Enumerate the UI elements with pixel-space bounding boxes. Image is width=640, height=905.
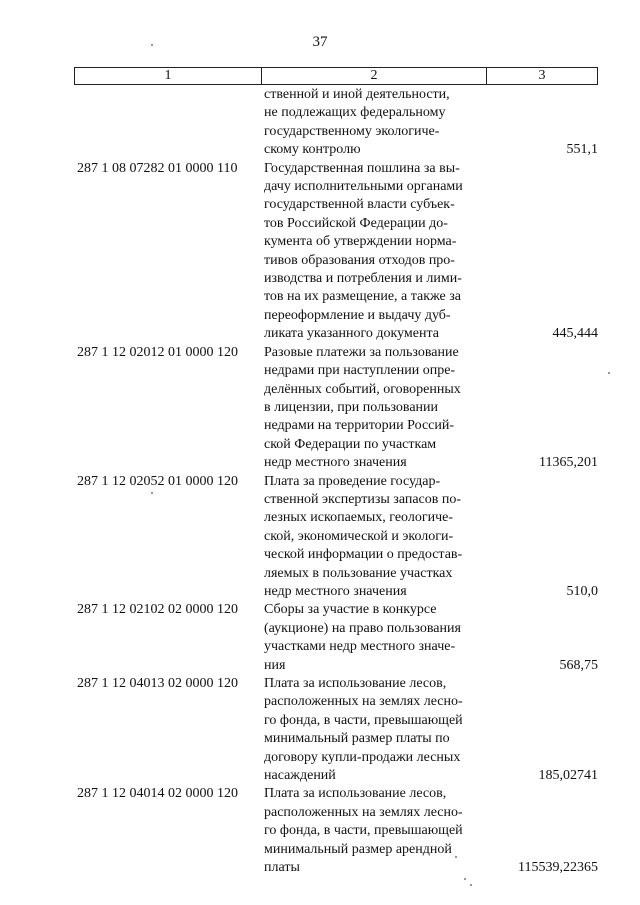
classification-code: 287 1 12 04014 02 0000 120 — [77, 786, 238, 802]
classification-code: 287 1 08 07282 01 0000 110 — [77, 160, 238, 176]
classification-code: 287 1 12 02012 01 0000 120 — [77, 344, 238, 360]
scan-speck — [608, 372, 610, 374]
revenue-description: Сборы за участие в конкурсе (аукционе) на право пользования участками недр местного значе- ния — [264, 602, 461, 673]
revenue-description: Плата за использование лесов, расположенных на землях лесно- го фонда, в части, превышающей минимальный размер платы по договору купли-продажи лесных насаждений — [264, 676, 463, 784]
scan-speck — [151, 44, 153, 46]
amount-value: 185,02741 — [538, 768, 598, 784]
amount-value: 568,75 — [559, 657, 598, 673]
amount-value: 445,444 — [552, 326, 598, 342]
revenue-description: Плата за проведение государ- ственной экспертизы запасов по- лезных ископаемых, геологиче- ской, экономической и экологи- ческой информации о предостав- ляемых в пользование участках недр местного значения — [264, 473, 463, 599]
table-row — [74, 86, 598, 160]
scan-speck — [470, 884, 472, 886]
amount-value: 11365,201 — [539, 455, 598, 471]
column-header-1: 1 — [75, 68, 262, 84]
classification-code: 287 1 12 02052 01 0000 120 — [77, 473, 238, 489]
table-body — [74, 86, 598, 877]
revenue-description: ственной и иной деятельности, не подлежащих федеральному государственному экологиче- скому контролю — [264, 87, 450, 158]
amount-value: 510,0 — [566, 583, 598, 599]
scan-speck — [151, 492, 153, 494]
amount-value: 115539,22365 — [518, 860, 598, 876]
scan-speck — [464, 878, 466, 880]
scan-speck — [455, 856, 457, 858]
table-row — [74, 601, 598, 675]
table-row — [74, 785, 598, 877]
revenue-description: Плата за использование лесов, расположенных на землях лесно- го фонда, в части, превышающей минимальный размер арендной платы — [264, 786, 463, 876]
column-header-2: 2 — [262, 68, 487, 84]
table-row — [74, 160, 598, 344]
table-row — [74, 675, 598, 785]
classification-code: 287 1 12 02102 02 0000 120 — [77, 602, 238, 618]
amount-value: 551,1 — [566, 142, 598, 158]
revenue-description: Разовые платежи за пользование недрами при наступлении опре- делённых событий, оговоренных в лицензии, при пользовании недрами на территории Россий- ской Федерации по участкам недр местного значения — [264, 344, 461, 471]
table-row — [74, 344, 598, 473]
column-header-3: 3 — [538, 68, 546, 83]
classification-code: 287 1 12 04013 02 0000 120 — [77, 676, 238, 691]
page-number: 37 — [312, 34, 328, 50]
revenue-description: Государственная пошлина за вы- дачу исполнительными органами государственной власти субъек- тов Российской Федерации до- кумента об утверждении норма- тивов образования отходов про- изводства и потребления и лими- тов на их размещение, а также за переоформление и выдачу дуб- ликата указанного документа — [264, 160, 463, 342]
table-header — [74, 67, 598, 85]
